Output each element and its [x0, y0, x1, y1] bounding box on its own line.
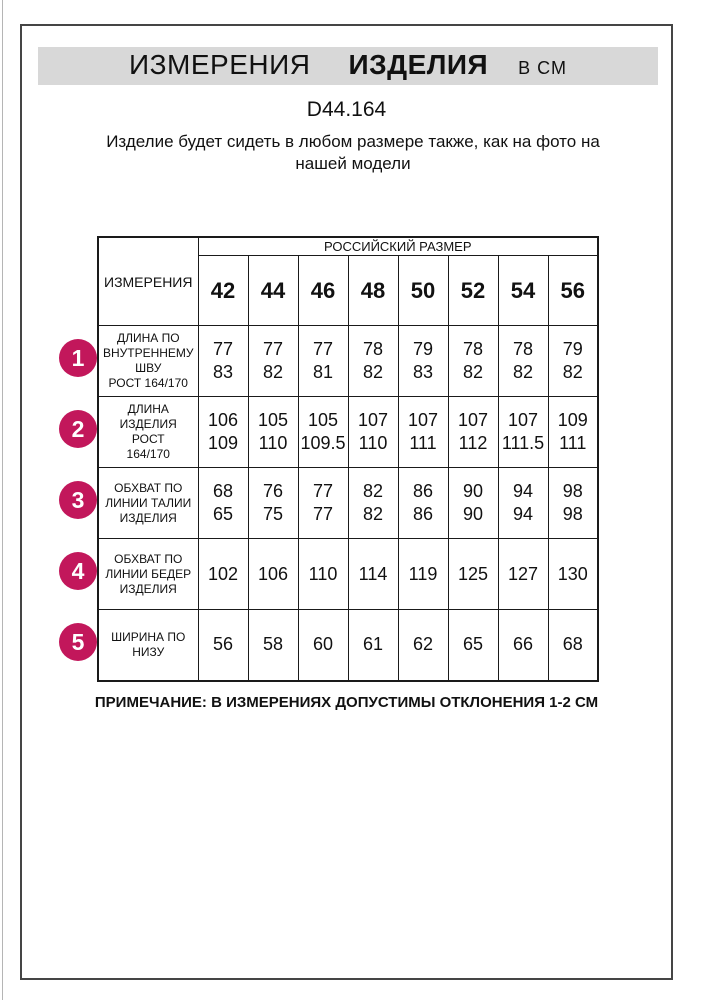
- page-title-emphasis: ИЗДЕЛИЯ: [348, 49, 489, 80]
- value-cell: 106 109: [198, 397, 248, 468]
- value-cell: 106: [248, 539, 298, 610]
- value-cell: 105 109.5: [298, 397, 348, 468]
- value-cell: 68: [548, 610, 598, 681]
- size-header-cell: 44: [248, 256, 298, 326]
- value-cell: 107 110: [348, 397, 398, 468]
- value-cell: 82 82: [348, 468, 398, 539]
- value-cell: 125: [448, 539, 498, 610]
- size-header-cell: 46: [298, 256, 348, 326]
- value-cell: 78 82: [498, 326, 548, 397]
- units-label: В СМ: [518, 58, 567, 78]
- table-row: [98, 326, 598, 397]
- table-header-row: [98, 237, 598, 256]
- value-cell: 78 82: [348, 326, 398, 397]
- value-cell: 76 75: [248, 468, 298, 539]
- row-number-badge: 2: [59, 410, 97, 448]
- size-header-cell: 50: [398, 256, 448, 326]
- table-row: [98, 539, 598, 610]
- value-cell: 107 112: [448, 397, 498, 468]
- size-table: [97, 236, 599, 682]
- row-label-cell: ДЛИНА ПО ВНУТРЕННЕМУ ШВУ РОСТ 164/170: [98, 326, 198, 397]
- value-cell: 86 86: [398, 468, 448, 539]
- value-cell: 119: [398, 539, 448, 610]
- value-cell: 58: [248, 610, 298, 681]
- row-number-badge: 3: [59, 481, 97, 519]
- value-cell: 109 111: [548, 397, 598, 468]
- value-cell: 56: [198, 610, 248, 681]
- value-cell: 102: [198, 539, 248, 610]
- value-cell: 107 111: [398, 397, 448, 468]
- row-label-cell: ШИРИНА ПО НИЗУ: [98, 610, 198, 681]
- page-title: ИЗМЕРЕНИЯ: [129, 49, 311, 80]
- value-cell: 107 111.5: [498, 397, 548, 468]
- russian-size-header-cell: РОССИЙСКИЙ РАЗМЕР: [198, 237, 598, 256]
- table-row: [98, 610, 598, 681]
- tolerance-note: ПРИМЕЧАНИЕ: В ИЗМЕРЕНИЯХ ДОПУСТИМЫ ОТКЛОНЕНИЯ 1-2 СМ: [94, 694, 599, 711]
- value-cell: 79 83: [398, 326, 448, 397]
- scan-edge-artifact: [2, 0, 3, 1000]
- row-number-badge: 5: [59, 623, 97, 661]
- measurements-header-cell: ИЗМЕРЕНИЯ: [98, 237, 198, 326]
- size-header-cell: 52: [448, 256, 498, 326]
- size-header-cell: 42: [198, 256, 248, 326]
- value-cell: 77 83: [198, 326, 248, 397]
- value-cell: 61: [348, 610, 398, 681]
- table-row: [98, 397, 598, 468]
- value-cell: 68 65: [198, 468, 248, 539]
- size-header-cell: 54: [498, 256, 548, 326]
- value-cell: 62: [398, 610, 448, 681]
- value-cell: 114: [348, 539, 398, 610]
- product-subtitle: Изделие будет сидеть в любом размере также, как на фото на нашей модели: [106, 132, 600, 174]
- value-cell: 77 77: [298, 468, 348, 539]
- value-cell: 66: [498, 610, 548, 681]
- row-label-cell: ОБХВАТ ПО ЛИНИИ ТАЛИИ ИЗДЕЛИЯ: [98, 468, 198, 539]
- value-cell: 77 82: [248, 326, 298, 397]
- row-label-cell: ДЛИНА ИЗДЕЛИЯ РОСТ 164/170: [98, 397, 198, 468]
- value-cell: 60: [298, 610, 348, 681]
- title-band: [38, 47, 658, 85]
- value-cell: 79 82: [548, 326, 598, 397]
- value-cell: 77 81: [298, 326, 348, 397]
- value-cell: 127: [498, 539, 548, 610]
- size-header-cell: 56: [548, 256, 598, 326]
- row-number-badge: 4: [59, 552, 97, 590]
- size-header-cell: 48: [348, 256, 398, 326]
- value-cell: 65: [448, 610, 498, 681]
- value-cell: 130: [548, 539, 598, 610]
- value-cell: 78 82: [448, 326, 498, 397]
- product-code: D44.164: [306, 98, 387, 121]
- row-number-badge: 1: [59, 339, 97, 377]
- table-row: [98, 468, 598, 539]
- value-cell: 94 94: [498, 468, 548, 539]
- value-cell: 90 90: [448, 468, 498, 539]
- value-cell: 105 110: [248, 397, 298, 468]
- value-cell: 110: [298, 539, 348, 610]
- value-cell: 98 98: [548, 468, 598, 539]
- row-label-cell: ОБХВАТ ПО ЛИНИИ БЕДЕР ИЗДЕЛИЯ: [98, 539, 198, 610]
